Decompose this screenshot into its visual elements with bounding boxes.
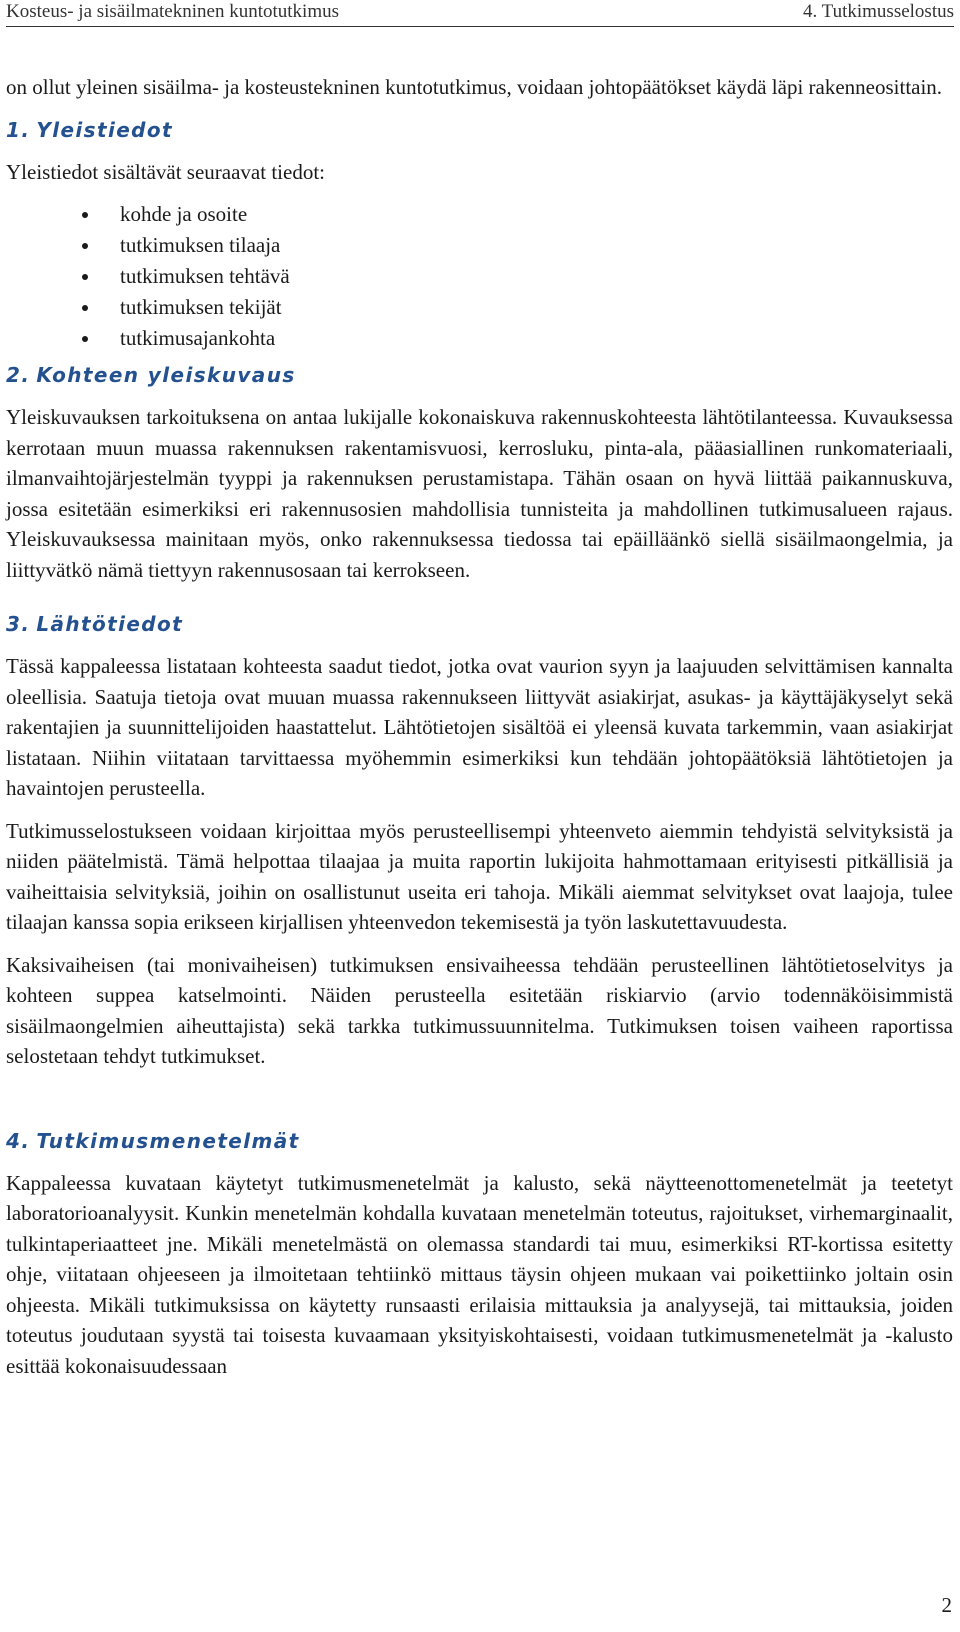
bullet-icon xyxy=(82,336,88,342)
running-header xyxy=(6,0,954,27)
section4-paragraph: Kappaleessa kuvataan käytetyt tutkimusmenetelmät ja kalusto, sekä näytteenottomenetelmät ja teetetyt laboratorioanalyysit. Kunkin menetelmän kohdalla kuvataan menetelmän toteutus, rajoitukset, virhemarginaalit, tulkintaperiaatteet jne. Mikäli menetelmästä on olemassa standardi tai muu, esimerkiksi RT-kortissa esitetty ohje, viitataan ohjeeseen ja ilmoitetaan tehtiinkö mittaus täysin ohjeen mukaan vai poikettiinko joltain osin ohjeesta. Mikäli tutkimuksissa on käytetty runsaasti erilaisia mittauksia ja analyysejä, tai mittauksia, joiden toteutus joudutaan syystä tai toisesta kuvaamaan yksityiskohtaisesti, voidaan tutkimusmenetelmät ja -kalusto esittää kokonaisuudessaan xyxy=(6,1170,953,1378)
section-number: 2. xyxy=(6,363,31,387)
info-list xyxy=(6,199,953,354)
bullet-icon xyxy=(82,212,88,218)
list-item: tutkimuksen tekijät xyxy=(6,292,953,323)
section-title: Yleistiedot xyxy=(36,117,173,142)
page-number: 2 xyxy=(941,1593,952,1617)
section-heading-3 xyxy=(6,609,953,639)
section-number: 1. xyxy=(6,117,31,142)
section-heading-2 xyxy=(6,360,953,390)
section-title: Lähtötiedot xyxy=(36,612,184,636)
section1-lead: Yleistiedot sisältävät seuraavat tiedot: xyxy=(6,159,325,184)
section-title: Kohteen yleiskuvaus xyxy=(36,363,296,387)
list-item: kohde ja osoite xyxy=(6,199,953,230)
section-number: 3. xyxy=(6,612,31,636)
list-item: tutkimuksen tilaaja xyxy=(6,230,953,261)
section-heading-1 xyxy=(6,115,953,145)
list-item: tutkimusajankohta xyxy=(6,323,953,354)
section3-paragraph-2: Tutkimusselostukseen voidaan kirjoittaa myös perusteellisempi yhteenveto aiemmin tehdyistä selvityksistä ja niiden päätelmistä. Tämä helpottaa tilaajaa ja muita raportin lukijoita hahmottamaan erityisesti pitkällisiä ja vaiheittaisia selvityksiä, joihin on osallistunut useita eri tahoja. Mikäli aiemmat selvitykset ovat laajoja, tulee tilaajan kanssa sopia erikseen kirjallisen yhteenvedon tekemisestä ja työn laskutettavuudesta. xyxy=(6,818,953,934)
bullet-icon xyxy=(82,305,88,311)
list-item: tutkimuksen tehtävä xyxy=(6,261,953,292)
section2-paragraph: Yleiskuvauksen tarkoituksena on antaa lukijalle kokonaiskuva rakennuskohteesta lähtötilanteessa. Kuvauksessa kerrotaan muun muassa rakennuksen rakentamisvuosi, kerrosluku, pinta-ala, pääasiallinen runkomateriaali, ilmanvaihtojärjestelmän tyyppi ja rakennuksen perustamistapa. Tähän osaan on hyvä liittää paikannuskuva, jossa esitetään esimerkiksi eri rakennusosien mahdollisia tunnisteita ja mahdollinen tutkimusalueen rajaus. Yleiskuvauksessa mainitaan myös, onko rakennuksessa tiedossa tai epäilläänkö siellä sisäilmaongelmia, ja liittyvätkö nämä tiettyyn rakennusosaan tai kerrokseen. xyxy=(6,405,953,582)
section3-paragraph-3: Kaksivaiheisen (tai monivaiheisen) tutkimuksen ensivaiheessa tehdään perusteellinen lähtötietoselvitys ja kohteen suppea katselmointi. Näiden perusteella esitetään riskiarvio (arvio todennäköisimmistä sisäilmaongelmien aiheuttajista) sekä tarkka tutkimussuunnitelma. Tutkimuksen toisen vaiheen raportissa selostetaan tehdyt tutkimukset. xyxy=(6,952,953,1068)
bullet-icon xyxy=(82,243,88,249)
section-title: Tutkimusmenetelmät xyxy=(36,1128,300,1153)
intro-paragraph: on ollut yleinen sisäilma- ja kosteustekninen kuntotutkimus, voidaan johtopäätökset käydä läpi rakenneosittain. xyxy=(6,75,943,99)
section-number: 4. xyxy=(6,1128,31,1153)
bullet-icon xyxy=(82,274,88,280)
chapter-title: 4. Tutkimusselostus xyxy=(803,1,954,22)
document-title: Kosteus- ja sisäilmatekninen kuntotutkimus xyxy=(6,1,339,22)
section3-paragraph-1: Tässä kappaleessa listataan kohteesta saadut tiedot, jotka ovat vaurion syyn ja laajuuden selvittämisen kannalta oleellisia. Saatuja tietoja ovat muuan muassa rakennukseen liittyvät asiakirjat, asukas- ja käyttäjäkyselyt sekä rakentajien ja suunnittelijoiden haastattelut. Lähtötietojen sisältöä ei yleensä kuvata tarkemmin, vaan asiakirjat listataan. Niihin viitataan tarvittaessa myöhemmin esimerkiksi kun tehdään johtopäätöksiä lähtötietojen ja havaintojen perusteella. xyxy=(6,654,953,800)
page-content xyxy=(6,72,953,1381)
section-heading-4 xyxy=(6,1126,953,1156)
